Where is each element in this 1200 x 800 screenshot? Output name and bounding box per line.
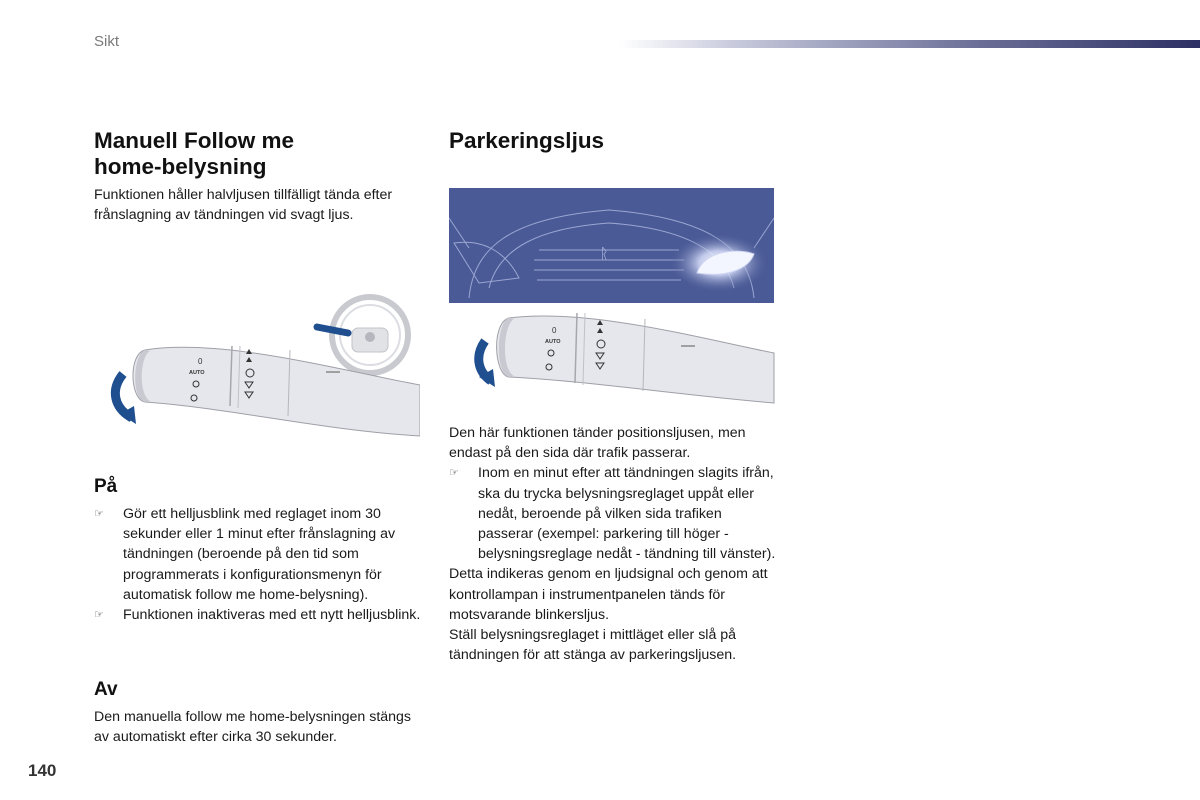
list-item-text: Funktionen inaktiveras med ett nytt helljusblink. bbox=[123, 607, 421, 624]
parking-lights-body bbox=[449, 423, 779, 665]
car-front-illustration bbox=[449, 188, 774, 303]
on-heading: På bbox=[94, 476, 118, 497]
header-bar bbox=[620, 40, 1200, 48]
light-stalk-icon bbox=[133, 346, 420, 436]
stalk-label-zero: 0 bbox=[552, 326, 557, 335]
list-item-text: Gör ett helljusblink med reglaget inom 30 sekunder eller 1 minut efter frånslagning av tändningen (beroende på den tid som programmerats i konfigurationsmenyn för automatisk follow me home-belysning). bbox=[123, 506, 396, 603]
stalk-illustration-right bbox=[449, 303, 779, 413]
list-item bbox=[94, 504, 424, 605]
right-column bbox=[449, 128, 779, 664]
stalk-label-auto: AUTO bbox=[189, 370, 205, 376]
pointing-hand-icon: ☞ bbox=[94, 508, 104, 520]
page-number: 140 bbox=[28, 761, 57, 780]
pointing-hand-icon: ☞ bbox=[449, 467, 459, 480]
stalk-illustration-left bbox=[90, 290, 420, 442]
parking-intro: Den här funktionen tänder positionsljusen, men endast på den sida där trafik passerar. bbox=[449, 425, 746, 462]
stalk-label-auto: AUTO bbox=[545, 339, 561, 345]
off-heading: Av bbox=[94, 679, 118, 700]
light-stalk-icon bbox=[497, 313, 774, 403]
follow-me-title-line2: home-belysning bbox=[94, 154, 267, 179]
section-label: Sikt bbox=[94, 33, 120, 50]
follow-me-intro: Funktionen håller halvljusen tillfälligt tända efter frånslagning av tändningen vid svagt ljus. bbox=[94, 187, 393, 224]
list-item-text: Inom en minut efter att tändningen slagits ifrån, ska du trycka belysningsreglaget uppåt eller nedåt, beroende på vilken sida trafiken passerar (exempel: parkering till höger - belysningsreglage nedåt - tändning till vänster). bbox=[478, 465, 776, 563]
on-bullets bbox=[94, 504, 424, 625]
pointing-hand-icon: ☞ bbox=[94, 609, 104, 622]
parking-para3: Ställ belysningsreglaget i mittläget eller slå på tändningen för att stänga av parkeringsljusen. bbox=[449, 627, 737, 664]
parking-para2: Detta indikeras genom en ljudsignal och genom att kontrollampan i instrumentpanelen tänds för motsvarande blinkersljus. bbox=[449, 566, 768, 623]
follow-me-title-line1: Manuell Follow me bbox=[94, 128, 295, 153]
stalk-label-zero: 0 bbox=[198, 357, 203, 366]
parking-lights-title: Parkeringsljus bbox=[449, 128, 605, 153]
follow-me-title bbox=[94, 128, 424, 180]
left-column bbox=[94, 128, 424, 746]
list-item bbox=[449, 463, 779, 564]
brand-logo-icon: ᚱ bbox=[600, 246, 609, 262]
stalk-pointer-icon bbox=[317, 327, 348, 333]
list-item bbox=[94, 605, 424, 625]
off-text: Den manuella follow me home-belysningen stängs av automatiskt efter cirka 30 sekunder. bbox=[94, 709, 412, 746]
